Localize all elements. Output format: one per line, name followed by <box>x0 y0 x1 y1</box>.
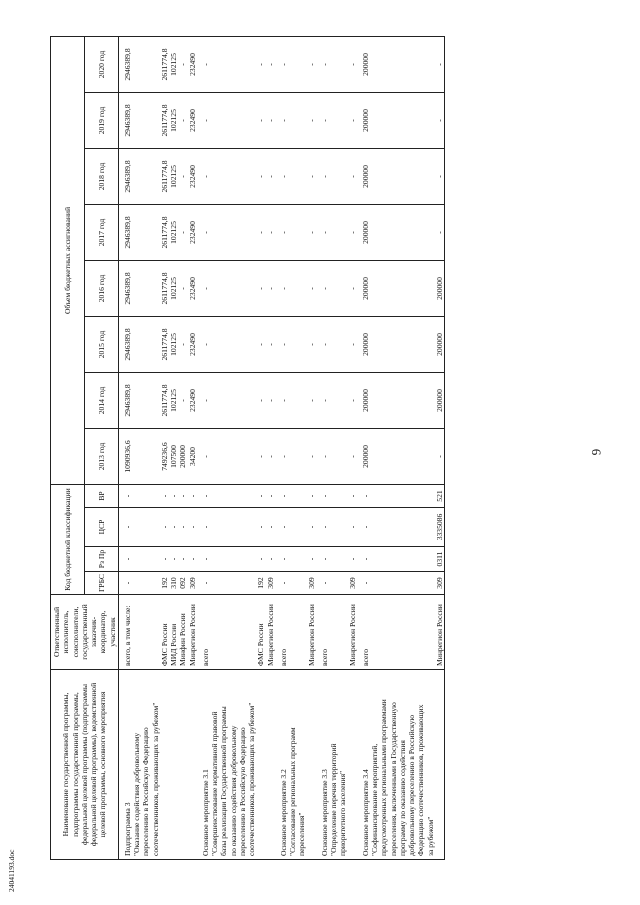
vr-cell: - <box>275 485 307 508</box>
amount-cell: - <box>266 205 275 261</box>
amount-cell: - <box>275 317 307 373</box>
amount-cell: 200000 <box>357 93 435 149</box>
amount-cell: 749236,6 <box>160 429 169 485</box>
amount-cell: - <box>197 317 257 373</box>
vr-cell: - <box>348 485 357 508</box>
header-year: 2019 год <box>84 93 118 149</box>
csr-cell: - <box>118 508 160 547</box>
document-id: 24041193.doc <box>7 849 16 892</box>
table-row <box>118 37 160 860</box>
amount-cell: 232490 <box>188 317 197 373</box>
vr-cell: - <box>188 485 197 508</box>
amount-cell: - <box>178 37 187 93</box>
responsible-cell: Минрегион России <box>435 595 445 670</box>
grbs-cell: 192 <box>256 572 265 595</box>
grbs-cell: 309 <box>307 572 316 595</box>
amount-cell: - <box>348 261 357 317</box>
vr-cell: - <box>178 485 187 508</box>
responsible-cell: ФМС России <box>160 595 169 670</box>
rzpr-cell: - <box>178 547 187 572</box>
grbs-cell: - <box>118 572 160 595</box>
grbs-cell: - <box>357 572 435 595</box>
program-name-cell: Основное мероприятие 3.4 "Софинансирование мероприятий, предусмотренных региональными программами переселения, включенными в Государственную программу по оказанию содействия добровольному переселению в Российскую Федерацию соотечественников, проживающих за рубежом" <box>357 670 435 860</box>
grbs-cell: 092 <box>178 572 187 595</box>
csr-cell: - <box>348 508 357 547</box>
amount-cell: - <box>316 373 348 429</box>
program-name-cell <box>169 670 178 860</box>
table-row <box>197 37 257 860</box>
table-row <box>160 37 169 860</box>
amount-cell: 2946389,8 <box>118 261 160 317</box>
amount-cell: 102125 <box>169 373 178 429</box>
amount-cell: - <box>266 429 275 485</box>
program-name-cell <box>348 670 357 860</box>
vr-cell: - <box>197 485 257 508</box>
rzpr-cell: - <box>316 547 348 572</box>
table-row <box>266 37 275 860</box>
amount-cell: - <box>348 93 357 149</box>
responsible-cell: Минфин России <box>178 595 187 670</box>
responsible-cell: МИД России <box>169 595 178 670</box>
amount-cell: 200000 <box>435 317 445 373</box>
amount-cell: 2946389,8 <box>118 93 160 149</box>
amount-cell: - <box>197 93 257 149</box>
amount-cell: 232490 <box>188 373 197 429</box>
csr-cell: - <box>160 508 169 547</box>
amount-cell: - <box>266 37 275 93</box>
header-year: 2014 год <box>84 373 118 429</box>
csr-cell: - <box>256 508 265 547</box>
amount-cell: - <box>307 317 316 373</box>
program-name-cell: Основное мероприятие 3.1 "Совершенствование нормативной правовой базы реализации Государственной программы по оказанию содействия добровольному переселению в Российскую Федерацию соотечественников, проживающих за рубежом" <box>197 670 257 860</box>
vr-cell: - <box>169 485 178 508</box>
csr-cell: - <box>188 508 197 547</box>
vr-cell: - <box>357 485 435 508</box>
table-row <box>188 37 197 860</box>
amount-cell: - <box>316 429 348 485</box>
amount-cell: - <box>435 205 445 261</box>
amount-cell: - <box>316 37 348 93</box>
rzpr-cell: - <box>256 547 265 572</box>
amount-cell: 232490 <box>188 149 197 205</box>
header-budget-volume: Объем бюджетных ассигнований <box>51 37 85 485</box>
program-name-cell <box>435 670 445 860</box>
responsible-cell: Минрегион России <box>348 595 357 670</box>
amount-cell: - <box>256 205 265 261</box>
amount-cell: 102125 <box>169 317 178 373</box>
amount-cell: - <box>316 149 348 205</box>
page-number: 6 <box>589 448 604 456</box>
responsible-cell: всего <box>316 595 348 670</box>
amount-cell: - <box>348 37 357 93</box>
amount-cell: - <box>197 429 257 485</box>
amount-cell: - <box>256 149 265 205</box>
program-name-cell <box>256 670 265 860</box>
table-row <box>256 37 265 860</box>
amount-cell: - <box>275 261 307 317</box>
amount-cell: 2946389,8 <box>118 205 160 261</box>
responsible-cell: Минрегион России <box>188 595 197 670</box>
amount-cell: 232490 <box>188 261 197 317</box>
amount-cell: - <box>316 317 348 373</box>
rzpr-cell: - <box>197 547 257 572</box>
amount-cell: 102125 <box>169 261 178 317</box>
amount-cell: 107500 <box>169 429 178 485</box>
grbs-cell: 309 <box>266 572 275 595</box>
vr-cell: - <box>307 485 316 508</box>
amount-cell: - <box>256 429 265 485</box>
amount-cell: - <box>307 149 316 205</box>
rzpr-cell: - <box>307 547 316 572</box>
amount-cell: - <box>266 373 275 429</box>
amount-cell: - <box>275 37 307 93</box>
amount-cell: - <box>178 317 187 373</box>
amount-cell: 232490 <box>188 93 197 149</box>
program-name-cell <box>160 670 169 860</box>
amount-cell: - <box>197 149 257 205</box>
program-name-cell <box>307 670 316 860</box>
amount-cell: - <box>307 205 316 261</box>
vr-cell: - <box>316 485 348 508</box>
amount-cell: 200000 <box>357 261 435 317</box>
rzpr-cell: - <box>118 547 160 572</box>
table-row <box>307 37 316 860</box>
program-name-cell <box>188 670 197 860</box>
amount-cell: 2946389,8 <box>118 149 160 205</box>
amount-cell: - <box>256 93 265 149</box>
program-name-cell <box>178 670 187 860</box>
grbs-cell: 309 <box>188 572 197 595</box>
vr-cell: - <box>118 485 160 508</box>
csr-cell: 3335086 <box>435 508 445 547</box>
header-rzpr: Рз Пр <box>84 547 118 572</box>
amount-cell: - <box>435 149 445 205</box>
csr-cell: - <box>357 508 435 547</box>
csr-cell: - <box>307 508 316 547</box>
program-name-cell: Основное мероприятие 3.2 "Согласование региональных программ переселения" <box>275 670 307 860</box>
amount-cell: - <box>307 37 316 93</box>
amount-cell: 200000 <box>357 373 435 429</box>
grbs-cell: - <box>316 572 348 595</box>
amount-cell: - <box>275 373 307 429</box>
amount-cell: 2611774,8 <box>160 93 169 149</box>
responsible-cell: Минрегион России <box>266 595 275 670</box>
table-row <box>357 37 435 860</box>
amount-cell: 2611774,8 <box>160 373 169 429</box>
amount-cell: - <box>178 149 187 205</box>
amount-cell: - <box>178 93 187 149</box>
amount-cell: - <box>256 373 265 429</box>
amount-cell: 1090936,6 <box>118 429 160 485</box>
program-name-cell: Подпрограмма 3 "Оказание содействия добровольному переселению в Российскую Федерацию соотечественников, проживающих за рубежом" <box>118 670 160 860</box>
csr-cell: - <box>169 508 178 547</box>
vr-cell: - <box>256 485 265 508</box>
program-name-cell: Основное мероприятие 3.3 "Определение перечня территорий приоритетного заселения" <box>316 670 348 860</box>
rzpr-cell: - <box>275 547 307 572</box>
table-row <box>435 37 445 860</box>
amount-cell: 2611774,8 <box>160 205 169 261</box>
table-row <box>178 37 187 860</box>
table-row <box>348 37 357 860</box>
amount-cell: 232490 <box>188 205 197 261</box>
csr-cell: - <box>316 508 348 547</box>
header-year: 2017 год <box>84 205 118 261</box>
amount-cell: - <box>307 261 316 317</box>
amount-cell: - <box>197 373 257 429</box>
vr-cell: - <box>266 485 275 508</box>
amount-cell: - <box>348 205 357 261</box>
rzpr-cell: 0311 <box>435 547 445 572</box>
csr-cell: - <box>275 508 307 547</box>
header-year: 2018 год <box>84 149 118 205</box>
vr-cell: - <box>160 485 169 508</box>
header-year: 2020 год <box>84 37 118 93</box>
amount-cell: - <box>197 37 257 93</box>
amount-cell: 200000 <box>357 317 435 373</box>
amount-cell: 2946389,8 <box>118 37 160 93</box>
amount-cell: 102125 <box>169 37 178 93</box>
rzpr-cell: - <box>266 547 275 572</box>
header-csr: ЦСР <box>84 508 118 547</box>
amount-cell: 2611774,8 <box>160 149 169 205</box>
amount-cell: 2946389,8 <box>118 373 160 429</box>
amount-cell: - <box>197 261 257 317</box>
csr-cell: - <box>178 508 187 547</box>
amount-cell: - <box>197 205 257 261</box>
header-budget-code: Код бюджетной классификации <box>51 485 85 595</box>
grbs-cell: 310 <box>169 572 178 595</box>
amount-cell: 102125 <box>169 149 178 205</box>
amount-cell: - <box>266 317 275 373</box>
amount-cell: 232490 <box>188 37 197 93</box>
amount-cell: 102125 <box>169 205 178 261</box>
amount-cell: - <box>178 373 187 429</box>
grbs-cell: - <box>197 572 257 595</box>
header-responsible: Ответственный исполнитель, соисполнители, государственный заказчик-координатор, участник <box>51 595 119 670</box>
amount-cell: - <box>256 261 265 317</box>
amount-cell: - <box>307 429 316 485</box>
amount-cell: 200000 <box>435 261 445 317</box>
header-year: 2013 год <box>84 429 118 485</box>
amount-cell: - <box>307 373 316 429</box>
amount-cell: 102125 <box>169 93 178 149</box>
amount-cell: - <box>307 93 316 149</box>
amount-cell: 2611774,8 <box>160 317 169 373</box>
rzpr-cell: - <box>169 547 178 572</box>
table-row <box>169 37 178 860</box>
responsible-cell: всего, в том числе: <box>118 595 160 670</box>
table-body <box>118 37 444 860</box>
amount-cell: - <box>256 37 265 93</box>
amount-cell: - <box>266 261 275 317</box>
amount-cell: - <box>275 205 307 261</box>
header-vr: ВР <box>84 485 118 508</box>
amount-cell: 200000 <box>357 149 435 205</box>
header-year: 2015 год <box>84 317 118 373</box>
amount-cell: - <box>178 205 187 261</box>
amount-cell: 200000 <box>357 429 435 485</box>
table-row <box>275 37 307 860</box>
amount-cell: - <box>275 93 307 149</box>
amount-cell: - <box>275 149 307 205</box>
amount-cell: - <box>266 149 275 205</box>
amount-cell: - <box>266 93 275 149</box>
amount-cell: - <box>316 93 348 149</box>
amount-cell: - <box>348 317 357 373</box>
responsible-cell: ФМС России <box>256 595 265 670</box>
rzpr-cell: - <box>357 547 435 572</box>
amount-cell: - <box>348 373 357 429</box>
amount-cell: - <box>178 261 187 317</box>
grbs-cell: 309 <box>348 572 357 595</box>
csr-cell: - <box>266 508 275 547</box>
grbs-cell: - <box>275 572 307 595</box>
header-grbs: ГРБС <box>84 572 118 595</box>
amount-cell: - <box>316 261 348 317</box>
responsible-cell: Минрегион России <box>307 595 316 670</box>
csr-cell: - <box>197 508 257 547</box>
amount-cell: 200000 <box>357 205 435 261</box>
amount-cell: 34200 <box>188 429 197 485</box>
amount-cell: - <box>348 149 357 205</box>
header-year: 2016 год <box>84 261 118 317</box>
amount-cell: 200000 <box>435 373 445 429</box>
table-header <box>51 37 119 860</box>
vr-cell: 521 <box>435 485 445 508</box>
rzpr-cell: - <box>160 547 169 572</box>
amount-cell: 200000 <box>357 37 435 93</box>
amount-cell: 2611774,8 <box>160 37 169 93</box>
amount-cell: 2611774,8 <box>160 261 169 317</box>
amount-cell: - <box>435 37 445 93</box>
amount-cell: - <box>435 93 445 149</box>
table-row <box>316 37 348 860</box>
header-program-name: Наименование государственной программы, подпрограммы государственной программы, федеральной целевой программы (подпрограммы федеральной целевой программы), ведомственной целевой программы, основного мероприятия <box>51 670 119 860</box>
grbs-cell: 309 <box>435 572 445 595</box>
responsible-cell: всего <box>275 595 307 670</box>
grbs-cell: 192 <box>160 572 169 595</box>
amount-cell: - <box>435 429 445 485</box>
amount-cell: 200000 <box>178 429 187 485</box>
amount-cell: - <box>348 429 357 485</box>
budget-table-sheet <box>50 36 568 860</box>
budget-table <box>50 36 445 860</box>
rzpr-cell: - <box>188 547 197 572</box>
responsible-cell: всего <box>197 595 257 670</box>
amount-cell: - <box>275 429 307 485</box>
program-name-cell <box>266 670 275 860</box>
responsible-cell: всего <box>357 595 435 670</box>
amount-cell: - <box>256 317 265 373</box>
amount-cell: 2946389,8 <box>118 317 160 373</box>
amount-cell: - <box>316 205 348 261</box>
rzpr-cell: - <box>348 547 357 572</box>
